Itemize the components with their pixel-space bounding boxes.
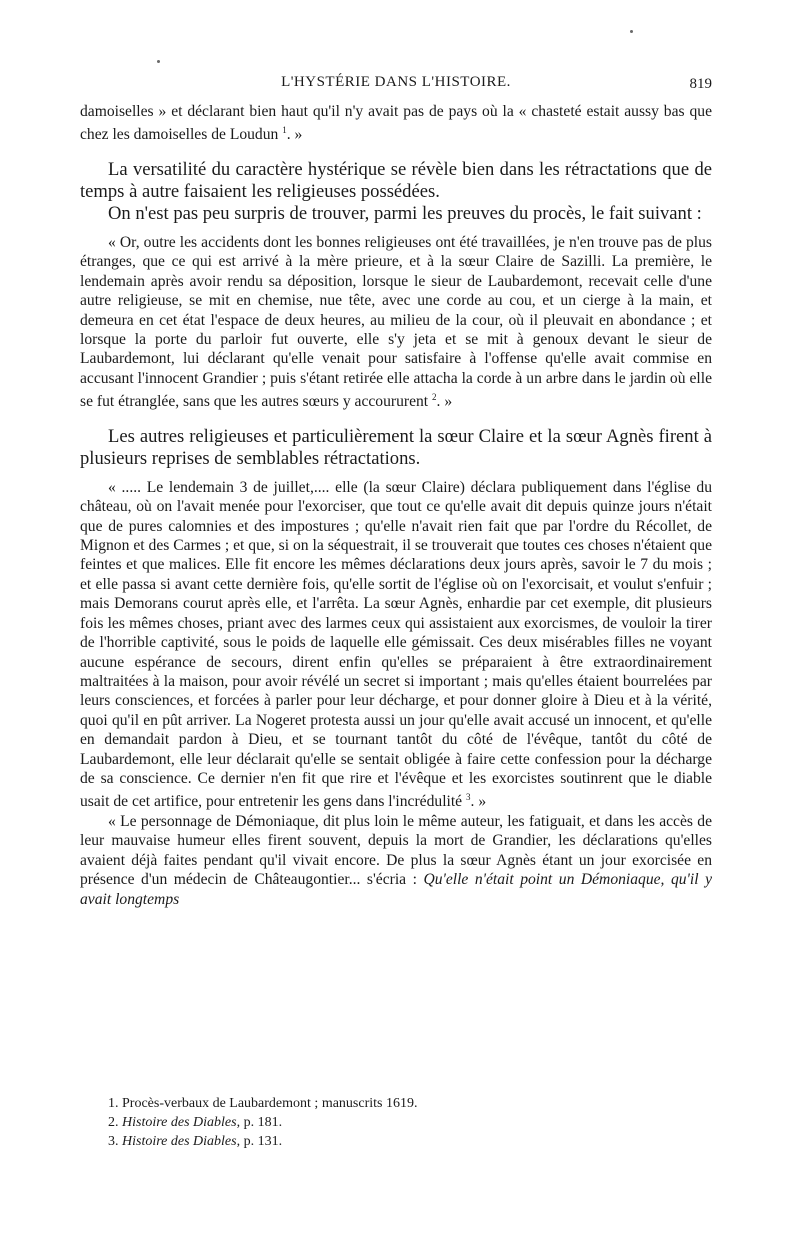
- text-run: . »: [470, 793, 487, 811]
- paragraph-quote-prieure: [80, 233, 712, 412]
- text-run: . »: [286, 126, 303, 144]
- paragraph-quote-demoniaque: [80, 812, 712, 909]
- paragraph-versatility: [80, 159, 712, 203]
- footnote-number: 1.: [108, 1096, 119, 1111]
- footnote-1: [80, 1094, 712, 1113]
- text-run: damoiselles » et déclarant bien haut qu'il n'y avait pas de pays où la « chasteté estait aussy bas que chez les damoiselles de Loudun: [80, 103, 712, 144]
- footnote-ref-2: 2: [432, 392, 437, 403]
- page-number: 819: [689, 76, 712, 92]
- emphasis-text: Qu'elle n'était point un Démoniaque, qu'il y avait longtemps: [80, 871, 712, 908]
- footnote-title: Histoire des Diables: [118, 1134, 237, 1149]
- paragraph-surprise: [80, 203, 712, 225]
- text-run: « Or, outre les accidents dont les bonnes religieuses ont été travaillées, je n'en trouve pas de plus étranges, que ce qui est arrivé à la mère prieure, et à la sœur Claire de Sazilli. La première, le lendemain après avoir rendu sa déposition, lorsque le sieur de Laubardemont, recevait celle d'une autre religieuse, se mit en chemise, nue tête, avec une corde au cou, et un cierge à la main, et demeura en cet état l'espace de deux heures, au milieu de la cour, où il pleuvait en abondance ; et lorsque la porte du parloir fut ouverte, elle s'y jeta et se mit à genoux devant le sieur de Laubardemont, lui déclarant qu'elle venait pour satisfaire à l'offense qu'elle avait commise en accusant l'innocent Grandier ; puis s'étant retirée elle attacha la corde à un arbre dans le jardin où elle se fut étranglée, sans que les autres sœurs y accoururent: [80, 234, 712, 411]
- paragraph-quote-claire: [80, 478, 712, 812]
- footnote-suffix: , p. 181.: [236, 1115, 283, 1130]
- footnote-ref-3: 3: [466, 792, 471, 803]
- main-text: [80, 102, 712, 909]
- text-run: La versatilité du caractère hystérique se révèle bien dans les rétractations que de temps à autre faisaient les religieuses possédées.: [80, 159, 712, 202]
- footnote-number: 2.: [108, 1115, 119, 1130]
- footnote-number: 3.: [108, 1134, 119, 1149]
- text-run: . »: [436, 393, 453, 411]
- text-run: « ..... Le lendemain 3 de juillet,.... elle (la sœur Claire) déclara publiquement dans l'église du château, où on l'avait menée pour l'exorciser, que tout ce qu'elle avait dit depuis quinze jours n'était que de pures calomnies et des impostures ; qu'elle n'avait rien fait que par l'ordre du Récollet, de Mignon et des Carmes ; et que, si on la séquestrait, il se trouverait que toutes ces choses n'étaient que feintes et que malices. Elle fit encore les mêmes déclarations deux jours après, savoir le 7 du mois ; et elle passa si avant cette dernière fois, qu'elle sortit de l'église où on l'exorcisait, et voulut s'enfuir ; mais Demorans courut après elle, et l'arrêta. La sœur Agnès, enhardie par cet exemple, dit plusieurs fois les mêmes choses, priant avec des larmes ceux qui assistaient aux exorcismes, de vouloir la tirer de l'horrible captivité, sous le poids de laquelle elle gémissait. Ces deux misérables filles ne voyant aucune espérance de secours, dirent enfin qu'elles se préparaient à être extraordinairement maltraitées à la maison, pour avoir révélé un secret si important ; mais qu'elles étaient bourrelées par leurs consciences, et forcées à parler pour leur décharge, et pour donner gloire à Dieu et à la vérité, quoi qu'il en pût arriver. La Nogeret protesta aussi un jour qu'elle avait accusé un innocent, et qu'elle en demandait pardon à Dieu, et se tournant tantôt du côté de l'évêque, tantôt du côté de Laubardemont, elle leur déclarait qu'elle se sentait obligée à faire cette confession pour la décharge de sa conscience. Ce dernier n'en fit que rire et l'évêque et les exorcistes soutinrent que le diable usait de cet artifice, pour entretenir les gens dans l'incrédulité: [80, 478, 712, 811]
- running-header: [80, 74, 712, 94]
- paragraph-quote-continuation: [80, 102, 712, 145]
- paragraph-retractations: [80, 426, 712, 470]
- running-title: L'HYSTÉRIE DANS L'HISTOIRE.: [281, 74, 511, 90]
- footnotes: [80, 1094, 712, 1151]
- footnote-ref-1: 1: [282, 125, 287, 136]
- text-run: Les autres religieuses et particulièrement la sœur Claire et la sœur Agnès firent à plusieurs reprises de semblables rétractations.: [80, 425, 712, 469]
- footnote-title: Histoire des Diables: [118, 1115, 237, 1130]
- footnote-text: Procès-verbaux de Laubardemont ; manuscrits 1619.: [118, 1096, 418, 1111]
- text-run: On n'est pas peu surpris de trouver, parmi les preuves du procès, le fait suivant :: [108, 203, 702, 224]
- text-run: « Le personnage de Démoniaque, dit plus loin le même auteur, les fatiguait, et dans les accès de leur mauvaise humeur elles firent souvent, depuis la mort de Grandier, les déclarations qu'elles avaient déjà faites pendant qu'il vivait encore. De plus la sœur Agnès étant un jour exorcisée en présence d'un médecin de Châteaugontier... s'écria :: [80, 812, 712, 889]
- footnote-2: [80, 1113, 712, 1132]
- footnote-suffix: , p. 131.: [236, 1134, 283, 1149]
- footnote-3: [80, 1132, 712, 1151]
- ink-speck: [630, 30, 633, 33]
- ink-speck: [157, 60, 160, 63]
